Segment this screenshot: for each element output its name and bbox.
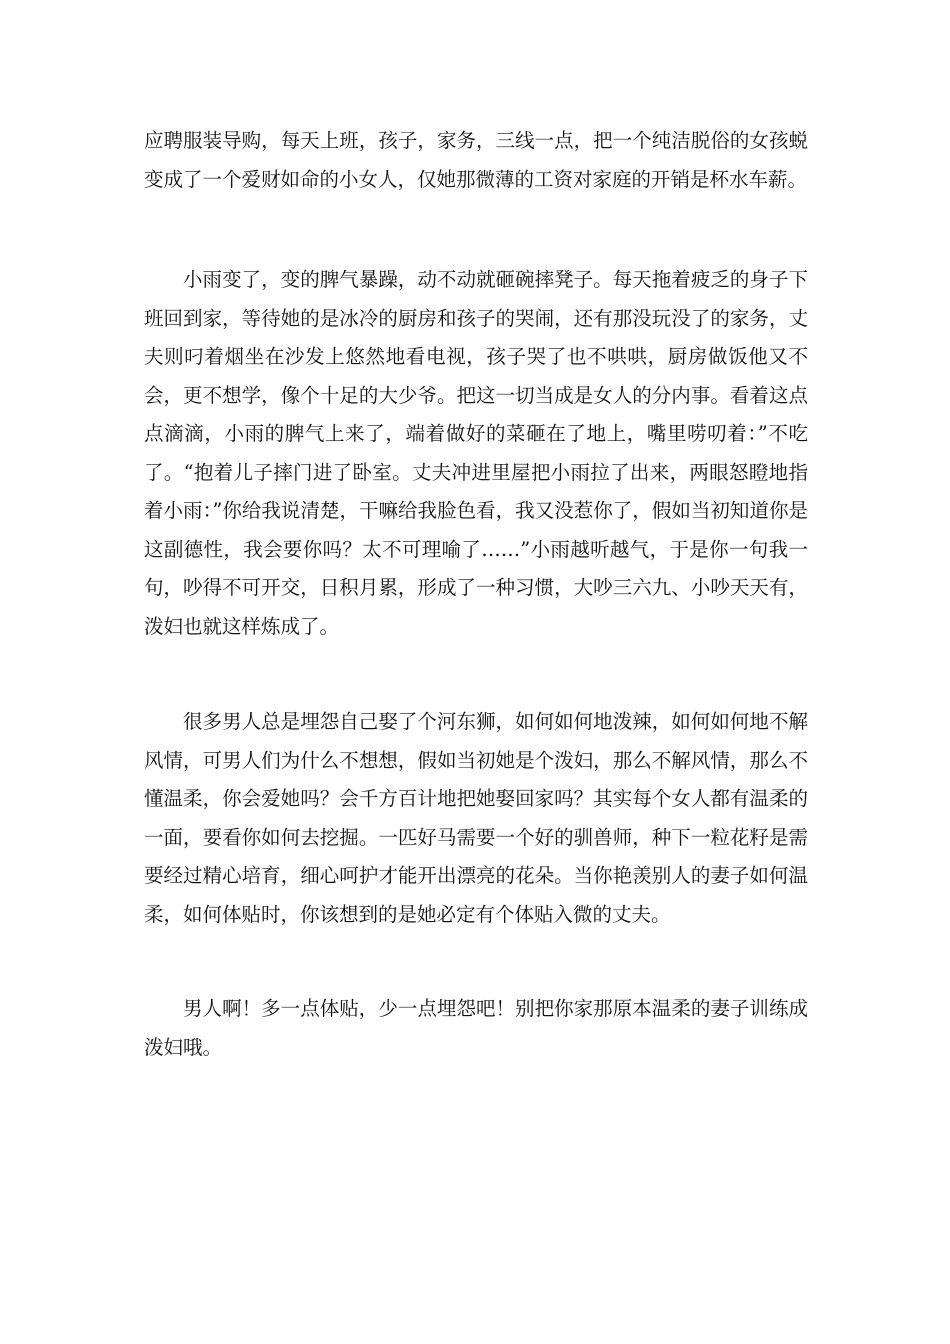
paragraph-2: 小雨变了，变的脾气暴躁，动不动就砸碗摔凳子。每天拖着疲乏的身子下班回到家，等待她的是冰冷的厨房和孩子的哭闹，还有那没玩没了的家务，丈夫则叼着烟坐在沙发上悠然地看电视，孩子哭了也不哄哄，厨房做饭他又不会，更不想学，像个十足的大少爷。把这一切当成是女人的分内事。看着这点点滴滴，小雨的脾气上来了，端着做好的菜砸在了地上，嘴里唠叨着：”不吃了。“抱着儿子摔门进了卧室。丈夫冲进里屋把小雨拉了出来，两眼怒瞪地指着小雨：”你给我说清楚，干嘛给我脸色看，我又没惹你了，假如当初知道你是这副德性，我会要你吗？太不可理喻了……”小雨越听越气，于是你一句我一句，吵得不可开交，日积月累，形成了一种习惯，大吵三六九、小吵天天有，泼妇也就这样炼成了。 (144, 268, 808, 638)
paragraph-1: 应聘服装导购，每天上班，孩子，家务，三线一点，把一个纯洁脱俗的女孩蜕变成了一个爱财如命的小女人，仅她那微薄的工资对家庭的开销是杯水车薪。 (144, 129, 808, 191)
paragraph-3: 很多男人总是埋怨自己娶了个河东狮，如何如何地泼辣，如何如何地不解风情，可男人们为什么不想想，假如当初她是个泼妇，那么不解风情，那么不懂温柔，你会爱她吗？会千方百计地把她娶回家吗？其实每个女人都有温柔的一面，要看你如何去挖掘。一匹好马需要一个好的驯兽师，种下一粒花籽是需要经过精心培育，细心呵护才能开出漂亮的花朵。当你艳羡别人的妻子如何温柔，如何体贴时，你该想到的是她必定有个体贴入微的丈夫。 (144, 710, 808, 926)
paragraph-4: 男人啊！多一点体贴，少一点埋怨吧！别把你家那原本温柔的妻子训练成泼妇哦。 (144, 997, 808, 1059)
